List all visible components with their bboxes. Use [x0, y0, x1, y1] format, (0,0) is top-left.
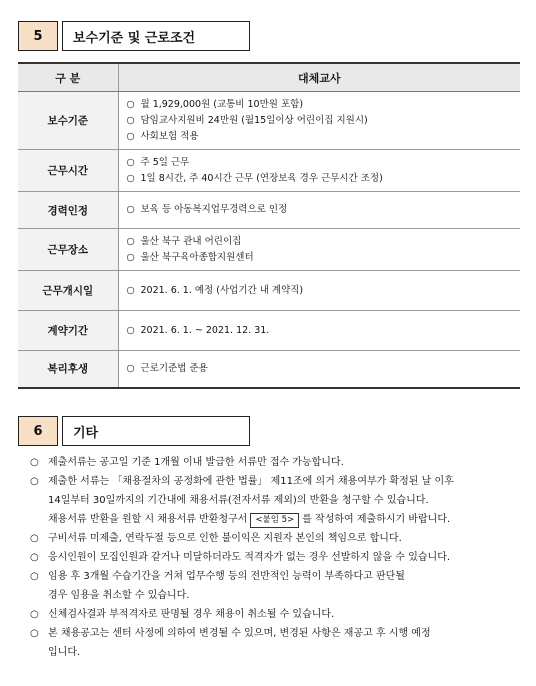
row-value	[118, 150, 520, 192]
table-row	[18, 271, 520, 311]
row-label: 근무개시일	[18, 271, 118, 311]
row-label: 경력인정	[18, 192, 118, 229]
list-item: ○ 근로기준법 준용	[126, 362, 208, 374]
table-header-row	[18, 63, 520, 92]
table-row	[18, 229, 520, 271]
section-6-header	[18, 416, 250, 446]
row-value	[118, 351, 520, 388]
row-label: 보수기준	[18, 92, 118, 150]
attachment-badge: <붙임 5>	[250, 513, 299, 528]
row-value	[118, 92, 520, 150]
list-item: ○ 울산 북구 관내 어린이집	[126, 235, 242, 247]
list-item: ○ 보육 등 아동복지업무경력으로 인정	[126, 204, 288, 215]
section-title: 기타	[62, 416, 250, 446]
list-item: ○ 2021. 6. 1. 예정 (사업기간 내 계약직)	[126, 284, 304, 296]
row-value	[118, 192, 520, 229]
bullet-icon: ○	[30, 476, 39, 487]
list-item: ○ 제출서류는 공고일 기준 1개월 이내 발급한 서류만 접수 가능합니다.	[30, 453, 500, 472]
row-label: 복리후생	[18, 351, 118, 388]
row-label: 계약기간	[18, 311, 118, 351]
conditions-table	[18, 62, 520, 389]
bullet-icon: ○	[30, 533, 39, 544]
bullet-icon: ○	[30, 552, 39, 563]
section-number: 6	[18, 416, 58, 446]
list-item: ○ 구비서류 미제출, 연락두절 등으로 인한 불이익은 지원자 본인의 책임으로 합니다.	[30, 529, 500, 548]
list-item: ○ 1일 8시간, 주 40시간 근무 (연장보육 경우 근무시간 조정)	[126, 172, 383, 184]
bullet-icon: ○	[30, 457, 39, 468]
list-item: ○ 본 채용공고는 센터 사정에 의하여 변경될 수 있으며, 변경된 사항은 재공고 후 시행 예정 입니다.	[30, 624, 500, 662]
row-value	[118, 229, 520, 271]
header-value: 대체교사	[118, 63, 520, 92]
table-row	[18, 92, 520, 150]
table-row	[18, 150, 520, 192]
notes-list	[30, 453, 500, 662]
bullet-icon: ○	[30, 609, 39, 620]
list-item: ○ 제출한 서류는 「채용절차의 공정화에 관한 법률」 제11조에 의거 채용여부가 확정된 날 이후 14일부터 30일까지의 기간내에 채용서류(전자서류 제외)의 반환을 청구할 수 있습니다. 채용서류 반환을 원할 시 채용서류 반환청구서 <붙임 5> 를 작성하여 제출하시기 바랍니다.	[30, 472, 500, 529]
bullet-icon: ○	[30, 628, 39, 639]
bullet-icon: ○	[30, 571, 39, 582]
list-item: ○ 2021. 6. 1. ~ 2021. 12. 31.	[126, 324, 270, 336]
list-item: ○ 사회보험 적용	[126, 130, 199, 142]
section-title: 보수기준 및 근로조건	[62, 21, 250, 51]
section-5-header	[18, 21, 250, 51]
list-item: ○ 월 1,929,000원 (교통비 10만원 포함)	[126, 98, 304, 110]
row-value	[118, 311, 520, 351]
list-item: ○ 주 5일 근무	[126, 156, 190, 168]
table-row	[18, 351, 520, 388]
row-value	[118, 271, 520, 311]
row-label: 근무장소	[18, 229, 118, 271]
header-label: 구 분	[18, 63, 118, 92]
section-number: 5	[18, 21, 58, 51]
list-item: ○ 신체검사결과 부적격자로 판명될 경우 채용이 취소될 수 있습니다.	[30, 605, 500, 624]
list-item: ○ 담임교사지원비 24만원 (월15일이상 어린이집 지원시)	[126, 114, 368, 126]
row-label: 근무시간	[18, 150, 118, 192]
list-item: ○ 울산 북구육아종합지원센터	[126, 251, 254, 263]
table-row	[18, 311, 520, 351]
table-row	[18, 192, 520, 229]
list-item: ○ 임용 후 3개월 수습기간을 거쳐 업무수행 등의 전반적인 능력이 부족하다고 판단될 경우 임용을 취소할 수 있습니다.	[30, 567, 500, 605]
list-item: ○ 응시인원이 모집인원과 같거나 미달하더라도 적격자가 없는 경우 선발하지 않을 수 있습니다.	[30, 548, 500, 567]
